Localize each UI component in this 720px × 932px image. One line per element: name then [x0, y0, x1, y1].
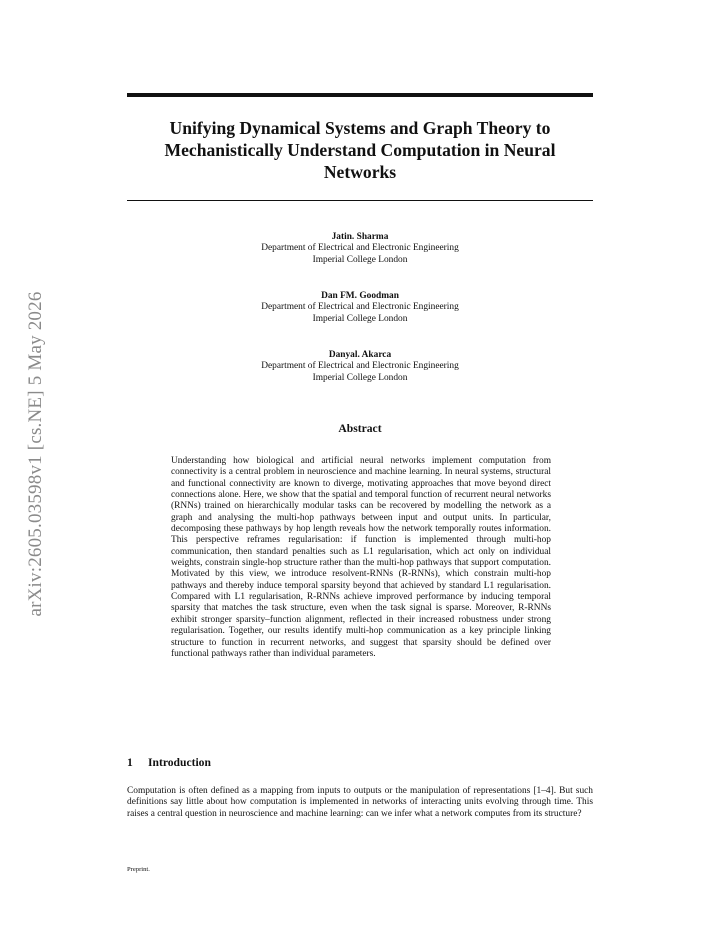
author-name: Danyal. Akarca — [328, 350, 392, 360]
author-name: Dan FM. Goodman — [321, 291, 399, 301]
author-department: Department of Electrical and Electronic Engineering — [261, 302, 459, 313]
title-bottom-rule — [127, 200, 593, 201]
author-department: Department of Electrical and Electronic Engineering — [261, 243, 459, 254]
section-title: Introduction — [148, 756, 211, 769]
author-block — [127, 350, 593, 384]
author-institution: Imperial College London — [312, 372, 408, 383]
author-block — [127, 232, 593, 266]
preprint-footnote: Preprint. — [127, 866, 150, 873]
author-name: Jatin. Sharma — [331, 232, 389, 242]
introduction-text: Computation is often defined as a mapping from inputs to outputs or the manipulation of representations [1–4]. But such definitions say little about how computation is implemented in networks of interacting units evolving through time. This raises a central question in neuroscience and machine learning: can we infer what a network computes from its structure? — [127, 786, 593, 819]
author-institution: Imperial College London — [312, 254, 408, 265]
paper-title: Unifying Dynamical Systems and Graph Theory to Mechanistically Understand Computation in Neural Networks — [164, 118, 556, 182]
abstract-heading: Abstract — [338, 422, 382, 435]
author-department: Department of Electrical and Electronic Engineering — [261, 361, 459, 372]
title-top-rule — [127, 93, 593, 97]
arxiv-identifier-stamp[interactable]: arXiv:2605.03598v1 [cs.NE] 5 May 2026 — [25, 291, 46, 617]
abstract-text: Understanding how biological and artificial neural networks implement computation from connectivity is a central problem in neuroscience and machine learning. In neural systems, structural and functional connectivity are known to diverge, motivating approaches that move beyond direct connections alone. Here, we show that the spatial and temporal function of recurrent neural networks (RNNs) trained on hierarchically modular tasks can be recovered by modelling the network as a graph and analysing the multi-hop pathways between input and output units. In particular, decomposing these pathways by hop length reveals how the network temporally routes information. This perspective reframes regularisation: if function is implemented through multi-hop communication, then standard penalties such as L1 regularisation, which act only on individual weights, constrain single-hop structure rather than the multi-hop pathways that support computation. Motivated by this view, we introduce resolvent-RNNs (R-RNNs), which constrain multi-hop pathways and thereby induce temporal sparsity beyond that achieved by standard L1 regularisation. Compared with L1 regularisation, R-RNNs achieve improved performance by inducing temporal sparsity that matches the task structure, even when the task signal is sparse. Moreover, R-RNNs exhibit stronger sparsity–function alignment, reflected in their increased robustness under strong regularisation. Together, our results identify multi-hop communication as a key principle linking structure to function in recurrent networks, and suggest that sparsity should be defined over functional pathways rather than individual parameters. — [171, 456, 551, 659]
section-heading — [127, 756, 593, 770]
author-block — [127, 291, 593, 325]
section-number: 1 — [127, 756, 133, 769]
author-institution: Imperial College London — [312, 313, 408, 324]
